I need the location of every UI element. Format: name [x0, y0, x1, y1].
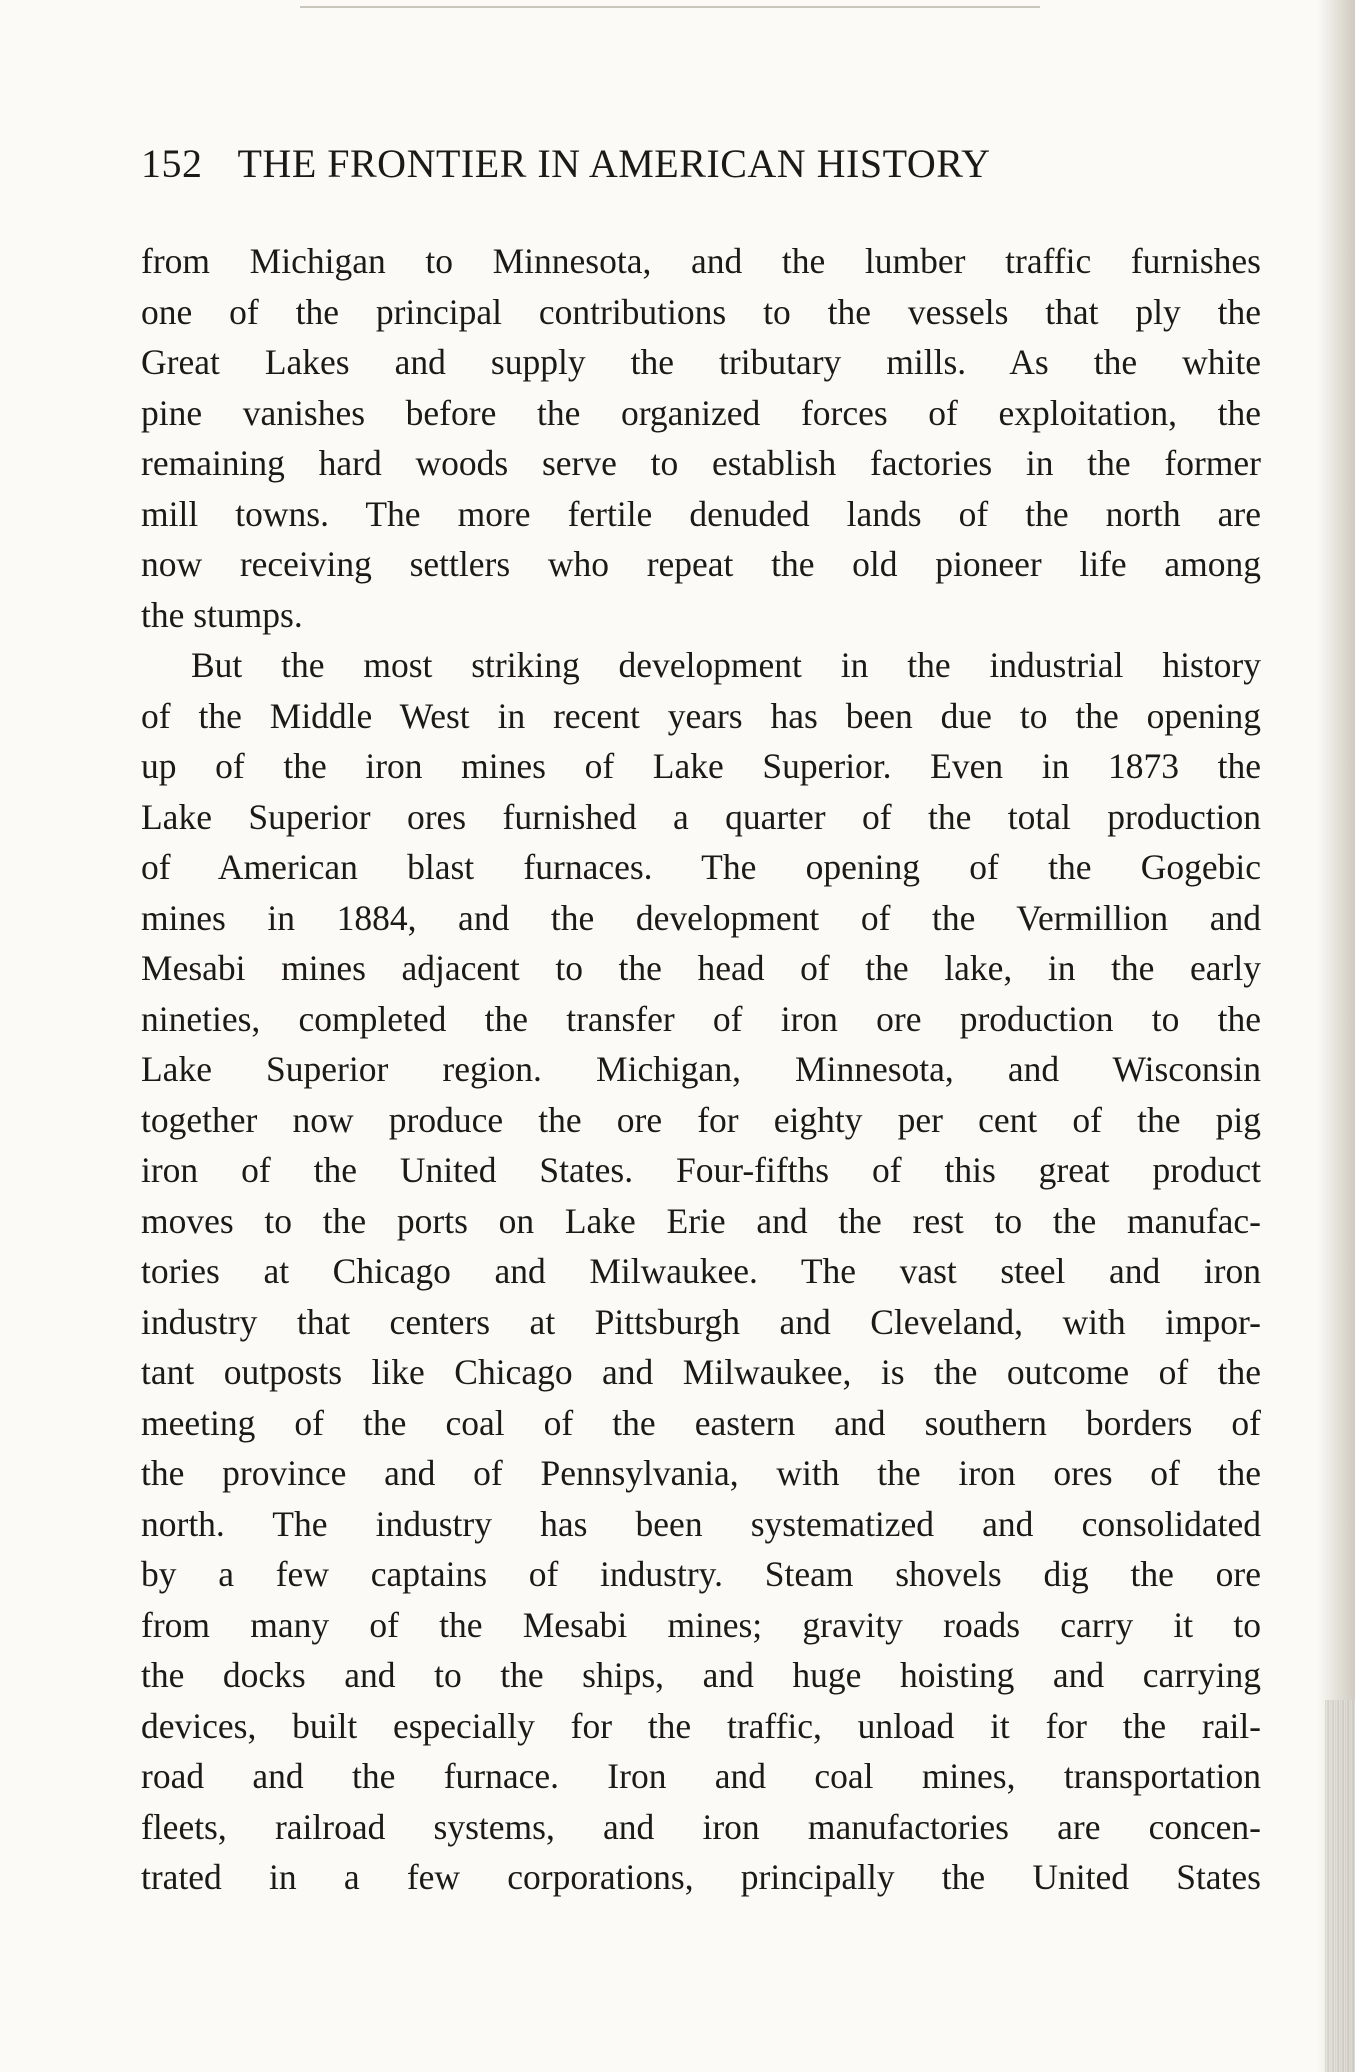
paragraph-1	[141, 236, 1261, 640]
running-title: THE FRONTIER IN AMERICAN HISTORY	[237, 141, 991, 186]
text-line: of American blast furnaces. The opening of the Gogebic	[141, 847, 1261, 887]
text-line: the docks and to the ships, and huge hoisting and carrying	[141, 1655, 1261, 1695]
text-line: pine vanishes before the organized forces of exploitation, the	[141, 392, 1261, 433]
text-line: Mesabi mines adjacent to the head of the lake, in the early	[141, 948, 1261, 988]
text-line: from Michigan to Minnesota, and the lumber traffic furnishes	[141, 241, 1261, 281]
text-line: Great Lakes and supply the tributary mills. As the white	[141, 342, 1261, 382]
text-line: industry that centers at Pittsburgh and Cleveland, with impor-	[141, 1301, 1261, 1342]
text-line: fleets, railroad systems, and iron manufactories are concen-	[141, 1806, 1261, 1847]
text-line: nineties, completed the transfer of iron ore production to the	[141, 998, 1261, 1039]
page-top-edge	[300, 6, 1040, 8]
text-line: trated in a few corporations, principally the United States	[141, 1857, 1261, 1897]
text-line: together now produce the ore for eighty per cent of the pig	[141, 1099, 1261, 1140]
text-line: But the most striking development in the industrial history	[191, 645, 1261, 685]
text-line: the stumps.	[141, 594, 303, 635]
text-line: road and the furnace. Iron and coal mines, transportation	[141, 1756, 1261, 1796]
paragraph-2	[141, 640, 1261, 1903]
text-line: Lake Superior region. Michigan, Minnesota, and Wisconsin	[141, 1049, 1261, 1089]
running-header	[141, 140, 1261, 190]
text-line: tories at Chicago and Milwaukee. The vast steel and iron	[141, 1251, 1261, 1291]
text-line: tant outposts like Chicago and Milwaukee, is the outcome of the	[141, 1352, 1261, 1392]
text-line: the province and of Pennsylvania, with the iron ores of the	[141, 1453, 1261, 1493]
text-line: from many of the Mesabi mines; gravity roads carry it to	[141, 1604, 1261, 1645]
text-line: remaining hard woods serve to establish factories in the former	[141, 443, 1261, 483]
text-line: moves to the ports on Lake Erie and the rest to the manufac-	[141, 1200, 1261, 1241]
text-line: up of the iron mines of Lake Superior. Even in 1873 the	[141, 746, 1261, 786]
page-number: 152	[141, 141, 203, 186]
text-line: by a few captains of industry. Steam shovels dig the ore	[141, 1554, 1261, 1594]
page-edge-texture	[1325, 1700, 1355, 2072]
text-line: of the Middle West in recent years has been due to the opening	[141, 695, 1261, 736]
text-line: mines in 1884, and the development of the Vermillion and	[141, 897, 1261, 938]
text-line: now receiving settlers who repeat the old pioneer life among	[141, 544, 1261, 584]
body-text	[141, 236, 1261, 1903]
text-line: north. The industry has been systematized and consolidated	[141, 1503, 1261, 1544]
text-line: devices, built especially for the traffic, unload it for the rail-	[141, 1705, 1261, 1746]
text-line: meeting of the coal of the eastern and southern borders of	[141, 1402, 1261, 1443]
text-line: Lake Superior ores furnished a quarter of the total production	[141, 796, 1261, 837]
text-line: one of the principal contributions to the vessels that ply the	[141, 291, 1261, 332]
text-line: iron of the United States. Four-fifths of this great product	[141, 1150, 1261, 1190]
text-line: mill towns. The more fertile denuded lands of the north are	[141, 493, 1261, 534]
